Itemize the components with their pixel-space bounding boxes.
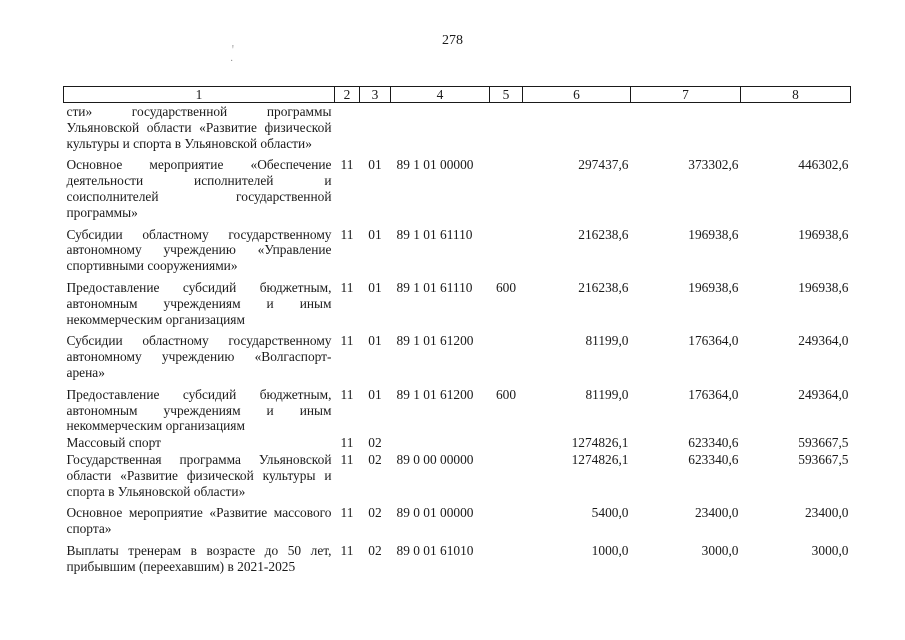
table-row (64, 103, 851, 152)
expense-type-code (490, 499, 523, 537)
amount-col-8: 446302,6 (798, 157, 849, 173)
expense-type-code (490, 151, 523, 220)
column-header: 7 (631, 87, 741, 103)
column-header: 6 (523, 87, 631, 103)
table-row (64, 499, 851, 537)
amount-col-6: 1000,0 (591, 542, 629, 558)
subsection-code: 02 (368, 505, 382, 521)
expense-type-code (490, 327, 523, 380)
amount-col-7: 176364,0 (688, 333, 739, 349)
amount-col-7 (631, 103, 741, 152)
amount-col-6: 81199,0 (585, 333, 629, 349)
amount-col-8: 249364,0 (798, 386, 849, 402)
section-code: 11 (340, 505, 354, 521)
header-row (64, 87, 851, 103)
amount-col-8: 196938,6 (798, 226, 849, 242)
target-article-code: 89 0 00 00000 (396, 451, 474, 467)
subsection-code: 02 (368, 542, 382, 558)
amount-col-8: 249364,0 (798, 333, 849, 349)
target-article-code: 89 1 01 61110 (396, 279, 473, 295)
target-article-code: 89 1 01 61200 (396, 386, 474, 402)
table-row (64, 151, 851, 220)
expense-type-code: 600 (495, 386, 517, 402)
table-row (64, 274, 851, 327)
table-row (64, 381, 851, 434)
section-code (335, 103, 360, 152)
expense-type-code: 600 (495, 279, 517, 295)
subsection-code: 02 (368, 451, 382, 467)
section-code: 11 (340, 386, 354, 402)
row-name: Предоставление субсидий бюджетным, автономным учреждениям и иным некоммерческим организациям (66, 386, 332, 434)
table-row (64, 537, 851, 575)
target-article-code: 89 0 01 00000 (396, 505, 474, 521)
amount-col-6: 216238,6 (578, 279, 629, 295)
table-row (64, 451, 851, 499)
row-name: Основное мероприятие «Развитие массового спорта» (66, 505, 332, 537)
scan-speck: ꞌ (232, 44, 234, 55)
amount-col-8: 593667,5 (798, 451, 849, 467)
budget-table (63, 86, 851, 575)
column-header: 4 (391, 87, 490, 103)
row-name: сти» государственной программы Ульяновской области «Развитие физической культуры и спорта в Ульяновской области» (66, 104, 332, 151)
row-name: Государственная программа Ульяновской области «Развитие физической культуры и спорта в Ульяновской области» (66, 451, 332, 499)
amount-col-6: 5400,0 (591, 505, 629, 521)
amount-col-8: 3000,0 (811, 542, 849, 558)
amount-col-7: 196938,6 (688, 226, 739, 242)
section-code: 11 (340, 279, 354, 295)
amount-col-8: 593667,5 (798, 435, 849, 451)
subsection-code: 01 (368, 226, 382, 242)
row-name: Выплаты тренерам в возрасте до 50 лет, прибывшим (переехавшим) в 2021-2025 (66, 542, 332, 574)
subsection-code: 02 (368, 435, 382, 451)
target-article-code: 89 1 01 00000 (396, 157, 474, 173)
section-code: 11 (340, 157, 354, 173)
expense-type-code (490, 451, 523, 499)
column-header: 5 (490, 87, 523, 103)
section-code: 11 (340, 451, 354, 467)
section-code: 11 (340, 542, 354, 558)
section-code: 11 (340, 226, 354, 242)
expense-type-code (490, 103, 523, 152)
subsection-code: 01 (368, 157, 382, 173)
target-article-code (391, 434, 490, 451)
amount-col-8: 23400,0 (804, 505, 849, 521)
column-header: 2 (335, 87, 360, 103)
amount-col-6: 81199,0 (585, 386, 629, 402)
amount-col-8 (741, 103, 851, 152)
amount-col-6 (523, 103, 631, 152)
section-code: 11 (340, 333, 354, 349)
scan-speck: · (230, 56, 234, 67)
row-name: Субсидии областному государственному автономному учреждению «Управление спортивными сооружениями» (66, 226, 332, 274)
amount-col-7: 623340,6 (688, 451, 739, 467)
target-article-code: 89 1 01 61110 (396, 226, 473, 242)
column-header: 3 (360, 87, 391, 103)
target-article-code: 89 0 01 61010 (396, 542, 474, 558)
amount-col-7: 196938,6 (688, 279, 739, 295)
amount-col-7: 3000,0 (701, 542, 739, 558)
subsection-code: 01 (368, 279, 382, 295)
target-article-code: 89 1 01 61200 (396, 333, 474, 349)
expense-type-code (490, 537, 523, 575)
row-name: Основное мероприятие «Обеспечение деятельности исполнителей и соисполнителей государственной программы» (66, 157, 332, 220)
amount-col-6: 216238,6 (578, 226, 629, 242)
table-row (64, 434, 851, 451)
expense-type-code (490, 221, 523, 274)
column-header: 1 (64, 87, 335, 103)
table-row (64, 221, 851, 274)
row-name: Предоставление субсидий бюджетным, автономным учреждениям и иным некоммерческим организациям (66, 279, 332, 327)
column-header: 8 (741, 87, 851, 103)
target-article-code (391, 103, 490, 152)
amount-col-6: 297437,6 (578, 157, 629, 173)
subsection-code (360, 103, 391, 152)
amount-col-7: 623340,6 (688, 435, 739, 451)
amount-col-6: 1274826,1 (571, 435, 629, 451)
page-number: 278 (442, 33, 463, 48)
amount-col-8: 196938,6 (798, 279, 849, 295)
subsection-code: 01 (368, 333, 382, 349)
subsection-code: 01 (368, 386, 382, 402)
row-name: Субсидии областному государственному автономному учреждению «Волгаспорт-арена» (66, 333, 332, 380)
expense-type-code (490, 434, 523, 451)
amount-col-7: 23400,0 (694, 505, 739, 521)
section-code: 11 (340, 435, 354, 451)
amount-col-7: 176364,0 (688, 386, 739, 402)
amount-col-7: 373302,6 (688, 157, 739, 173)
amount-col-6: 1274826,1 (571, 451, 629, 467)
row-name: Массовый спорт (66, 435, 161, 451)
table-row (64, 327, 851, 380)
